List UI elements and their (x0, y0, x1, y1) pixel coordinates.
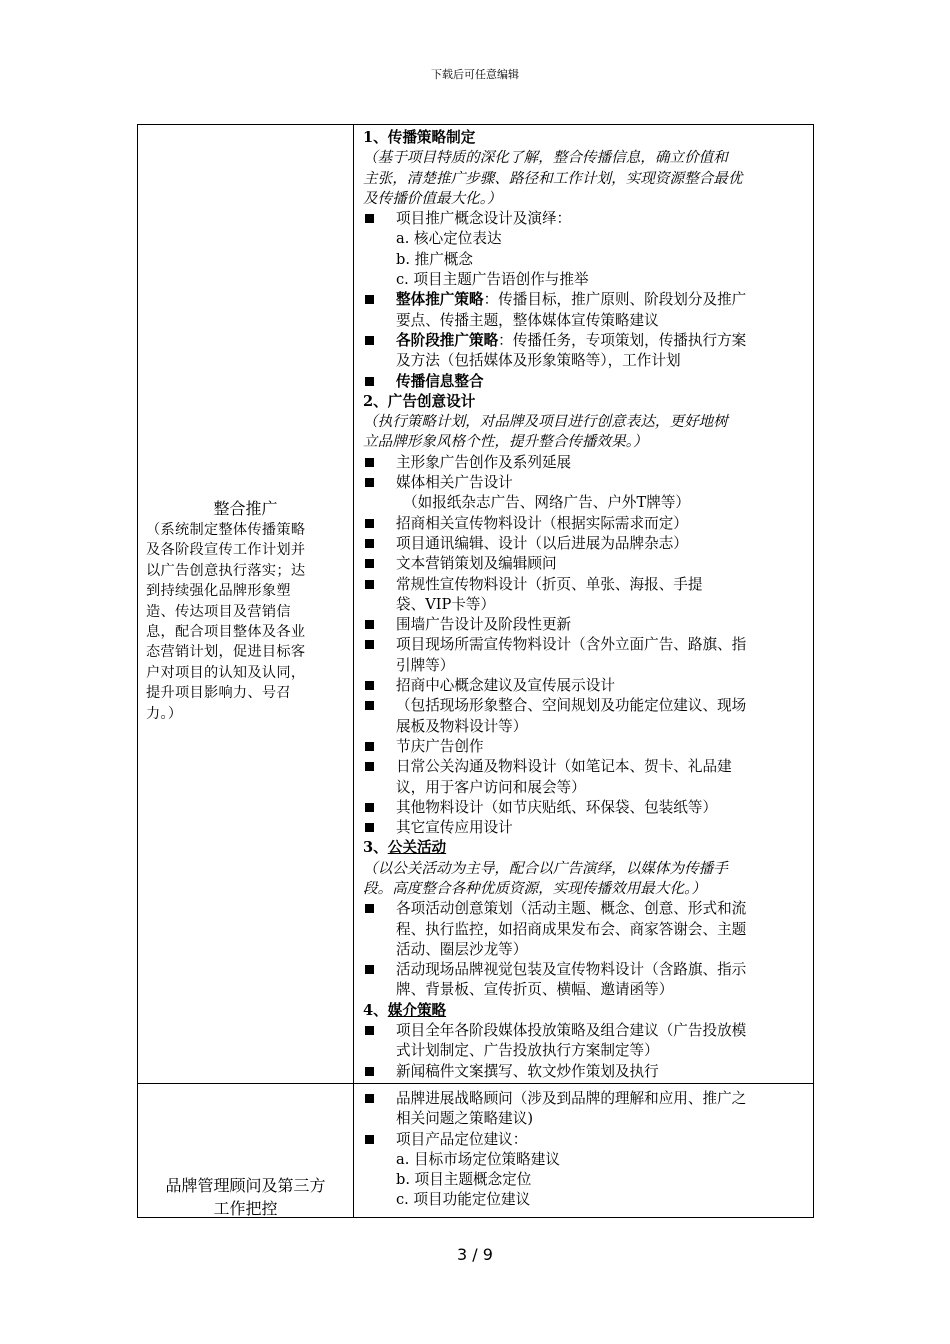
square-bullet-icon (365, 762, 374, 771)
square-bullet-icon (365, 478, 374, 487)
row2-title-line: 工作把控 (213, 1198, 278, 1218)
bullet-item (363, 554, 809, 574)
square-bullet-icon (365, 377, 374, 386)
bullet-text: 新闻稿件文案撰写、软文炒作策划及执行 (396, 1062, 659, 1080)
square-bullet-icon (365, 1026, 374, 1035)
row2-right-cell (363, 1089, 809, 1211)
row1-right-cell (363, 128, 809, 1082)
section-heading: 2、广告创意设计 (363, 392, 476, 410)
bullet-item (363, 209, 809, 229)
section-heading: 1、传播策略制定 (363, 129, 476, 146)
indented-line: 引牌等） (396, 656, 455, 674)
bullet-item (363, 818, 809, 838)
indented-line: 牌、背景板、宣传折页、横幅、邀请函等） (396, 981, 674, 999)
indented-line: b. 推广概念 (396, 250, 473, 268)
row1-description (146, 520, 345, 724)
indented-line: c. 项目功能定位建议 (396, 1191, 531, 1209)
section-summary-line: 及传播价值最大化。） (363, 189, 502, 207)
square-bullet-icon (365, 640, 374, 649)
bullet-text: 传播信息整合 (396, 372, 484, 390)
square-bullet-icon (365, 1094, 374, 1103)
row1-desc-line: 及各阶段宣传工作计划并 (146, 542, 306, 559)
bullet-text: 常规性宣传物料设计（折页、单张、海报、手提 (396, 575, 703, 593)
section-summary-line: （基于项目特质的深化了解，整合传播信息，确立价值和 (363, 149, 728, 167)
row1-desc-line: 造、传达项目及营销信 (146, 603, 291, 620)
bullet-item (363, 290, 809, 310)
bullet-item (363, 757, 809, 777)
square-bullet-icon (365, 701, 374, 710)
bullet-text: 招商相关宣传物料设计（根据实际需求而定） (396, 514, 688, 532)
bullet-text: 围墙广告设计及阶段性更新 (396, 616, 572, 634)
square-bullet-icon (365, 214, 374, 223)
bullet-text: 整体推广策略 (396, 291, 484, 309)
bullet-text: 品牌进展战略顾问（涉及到品牌的理解和应用、推广之 (396, 1090, 747, 1107)
square-bullet-icon (365, 742, 374, 751)
bullet-item (363, 1021, 809, 1041)
indented-line: 议，用于客户访问和展会等） (396, 778, 586, 796)
row1-title: 整合推广 (213, 499, 278, 518)
row2-left-cell (146, 1175, 345, 1220)
section-summary-line: （以公关活动为主导，配合以广告演绎，以媒体为传播手 (363, 859, 728, 877)
square-bullet-icon (365, 681, 374, 690)
bullet-item (363, 1062, 809, 1082)
indented-line: c. 项目主题广告语创作与推举 (396, 271, 589, 289)
bullet-text: 节庆广告创作 (396, 737, 484, 755)
section-number: 3、 (363, 839, 388, 857)
row1-desc-line: 息，配合项目整体及各业 (146, 624, 306, 641)
indented-line: b. 项目主题概念定位 (396, 1171, 532, 1189)
bullet-item (363, 575, 809, 595)
square-bullet-icon (365, 295, 374, 304)
bullet-text: 各项活动创意策划（活动主题、概念、创意、形式和流 (396, 900, 747, 918)
bullet-text: 项目全年各阶段媒体投放策略及组合建议（广告投放模 (396, 1022, 747, 1040)
indented-line: （如报纸杂志广告、网络广告、户外T牌等） (403, 494, 691, 512)
section-summary-line: （执行策略计划，对品牌及项目进行创意表达，更好地树 (363, 413, 728, 431)
indented-line: 及方法（包括媒体及形象策略等），工作计划 (396, 352, 681, 370)
indented-line: 展板及物料设计等） (396, 717, 528, 735)
square-bullet-icon (365, 519, 374, 528)
bullet-text: 媒体相关广告设计 (396, 474, 513, 492)
bullet-item (363, 1089, 809, 1109)
indented-line: 式计划制定、广告投放执行方案制定等） (396, 1042, 659, 1060)
square-bullet-icon (365, 620, 374, 629)
bullet-item (363, 696, 809, 716)
square-bullet-icon (365, 803, 374, 812)
square-bullet-icon (365, 823, 374, 832)
section-number: 4、 (363, 1001, 388, 1019)
bullet-detail: ：传播任务，专项策划，传播执行方案 (498, 331, 747, 349)
indented-line: 袋、VIP卡等） (396, 595, 496, 613)
bullet-item (363, 534, 809, 554)
square-bullet-icon (365, 580, 374, 589)
column-divider (353, 125, 354, 1217)
section-summary-line: 立品牌形象风格个性，提升整合传播效果。） (363, 433, 648, 451)
bullet-text: 各阶段推广策略 (396, 331, 499, 349)
indented-line: 相关问题之策略建议) (396, 1110, 534, 1128)
square-bullet-icon (365, 559, 374, 568)
section-summary-line: 主张，清楚推广步骤、路径和工作计划，实现资源整合最优 (363, 169, 743, 187)
bullet-item (363, 960, 809, 980)
bullet-text: 其他物料设计（如节庆贴纸、环保袋、包装纸等） (396, 798, 718, 816)
section-heading (363, 838, 809, 858)
row1-desc-line: 以广告创意执行落实；达 (146, 562, 306, 579)
square-bullet-icon (365, 458, 374, 467)
bullet-item (363, 899, 809, 919)
square-bullet-icon (365, 904, 374, 913)
indented-line: a. 目标市场定位策略建议 (396, 1150, 560, 1168)
square-bullet-icon (365, 336, 374, 345)
section-summary-line: 段。高度整合各种优质资源，实现传播效用最大化。） (363, 879, 706, 897)
row2-title-line: 品牌管理顾问及第三方 (165, 1176, 326, 1195)
indented-line: 活动、圈层沙龙等） (396, 940, 528, 958)
bullet-text: 项目推广概念设计及演绎： (396, 210, 572, 228)
bullet-item (363, 615, 809, 635)
bullet-item (363, 1130, 809, 1150)
bullet-item (363, 473, 809, 493)
bullet-item (363, 635, 809, 655)
row1-desc-line: （系统制定整体传播策略 (146, 522, 306, 538)
bullet-text: 招商中心概念建议及宣传展示设计 (396, 677, 615, 695)
bullet-text: 日常公关沟通及物料设计（如笔记本、贺卡、礼品建 (396, 758, 732, 776)
square-bullet-icon (365, 1135, 374, 1144)
bullet-item (363, 676, 809, 696)
row1-desc-line: 力。） (146, 705, 183, 722)
row1-desc-line: 提升项目影响力、号召 (146, 685, 291, 702)
bullet-text: 活动现场品牌视觉包装及宣传物料设计（含路旗、指示 (396, 961, 747, 979)
bullet-item (363, 331, 809, 351)
bullet-item (363, 798, 809, 818)
bullet-text: 主形象广告创作及系列延展 (396, 453, 572, 471)
row1-desc-line: 态营销计划，促进目标客 (146, 644, 306, 661)
indented-line: 要点、传播主题，整体媒体宣传策略建议 (396, 311, 659, 329)
bullet-item (363, 737, 809, 757)
bullet-item (363, 372, 809, 392)
bullet-text: 项目现场所需宣传物料设计（含外立面广告、路旗、指 (396, 636, 747, 654)
bullet-item (363, 453, 809, 473)
square-bullet-icon (365, 965, 374, 974)
page-header: 下载后可任意编辑 (431, 68, 519, 81)
square-bullet-icon (365, 1067, 374, 1076)
square-bullet-icon (365, 539, 374, 548)
page-number: 3 / 9 (457, 1245, 493, 1264)
row1-left-cell (146, 498, 345, 724)
section-heading (363, 1001, 809, 1021)
bullet-text: （包括现场形象整合、空间规划及功能定位建议、现场 (396, 697, 747, 715)
row1-desc-line: 到持续强化品牌形象塑 (146, 583, 291, 600)
bullet-text: 项目产品定位建议： (396, 1130, 528, 1148)
service-table (137, 124, 814, 1218)
bullet-detail: ：传播目标，推广原则、阶段划分及推广 (483, 291, 747, 309)
bullet-text: 其它宣传应用设计 (396, 819, 513, 837)
section-title: 公关活动 (387, 839, 447, 857)
indented-line: 程、执行监控，如招商成果发布会、商家答谢会、主题 (396, 920, 747, 938)
row1-desc-line: 户对项目的认知及认同， (146, 664, 306, 681)
indented-line: a. 核心定位表达 (396, 230, 502, 248)
bullet-text: 项目通讯编辑、设计（以后进展为品牌杂志） (396, 534, 688, 552)
bullet-text: 文本营销策划及编辑顾问 (396, 555, 557, 573)
row-divider (138, 1083, 813, 1084)
bullet-item (363, 514, 809, 534)
section-title: 媒介策略 (387, 1001, 447, 1019)
